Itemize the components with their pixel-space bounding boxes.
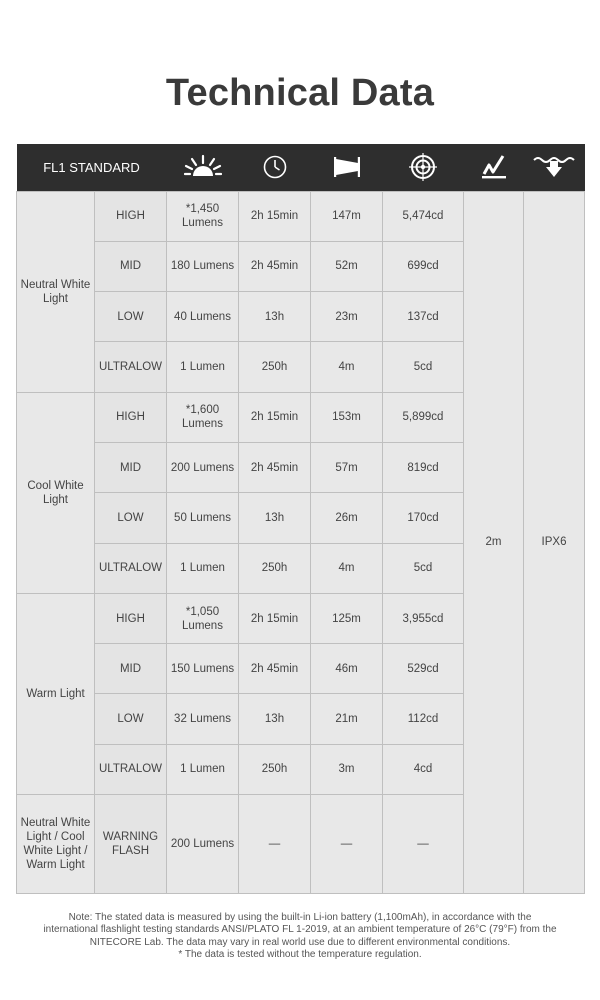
intensity-cell: 112cd: [383, 694, 464, 744]
waterproof-icon: [533, 154, 575, 180]
runtime-cell: 250h: [239, 543, 311, 593]
footnote: [40, 912, 560, 961]
peak-intensity-icon: [409, 153, 437, 181]
output-cell: 150 Lumens: [167, 644, 239, 694]
distance-cell: 125m: [311, 593, 383, 643]
runtime-cell: 250h: [239, 342, 311, 392]
peak-intensity-header: [383, 144, 464, 191]
runtime-icon: [262, 154, 288, 180]
runtime-cell: 13h: [239, 694, 311, 744]
distance-cell: 23m: [311, 292, 383, 342]
intensity-cell: 5,474cd: [383, 191, 464, 241]
temperature-note: * The data is tested without the temperature regulation.: [178, 948, 422, 960]
runtime-cell: 2h 45min: [239, 442, 311, 492]
waterproof-value: IPX6: [524, 191, 585, 894]
technical-data-table: [16, 144, 585, 894]
mode-cell: WARNING FLASH: [95, 795, 167, 894]
mode-cell: ULTRALOW: [95, 543, 167, 593]
runtime-cell: 13h: [239, 292, 311, 342]
measurement-note: Note: The stated data is measured by using the built-in Li-ion battery (1,100mAh), in accordance with the international flashlight testing standards ANSI/PLATO FL 1-2019, at an ambient temperature of 26°C (79°F) from the NITECORE Lab. The data may vary in real world use due to different environmental conditions.: [43, 912, 557, 948]
mode-cell: MID: [95, 442, 167, 492]
output-cell: 200 Lumens: [167, 795, 239, 894]
runtime-cell: 250h: [239, 744, 311, 794]
mode-cell: MID: [95, 241, 167, 291]
light-group-label: Neutral White Light / Cool White Light / Warm Light: [17, 795, 95, 894]
runtime-cell: 2h 15min: [239, 191, 311, 241]
light-group-label: Warm Light: [17, 593, 95, 794]
distance-cell: 153m: [311, 392, 383, 442]
intensity-cell: 4cd: [383, 744, 464, 794]
mode-cell: LOW: [95, 493, 167, 543]
output-cell: 200 Lumens: [167, 442, 239, 492]
distance-cell: 21m: [311, 694, 383, 744]
mode-cell: ULTRALOW: [95, 744, 167, 794]
intensity-cell: 5cd: [383, 543, 464, 593]
output-cell: 1 Lumen: [167, 543, 239, 593]
impact-resistance-value: 2m: [464, 191, 524, 894]
mode-cell: HIGH: [95, 593, 167, 643]
table-header-row: [17, 144, 585, 191]
mode-cell: HIGH: [95, 191, 167, 241]
impact-resistance-icon: [480, 154, 508, 180]
output-cell: 180 Lumens: [167, 241, 239, 291]
runtime-cell: 13h: [239, 493, 311, 543]
distance-cell: 52m: [311, 241, 383, 291]
output-cell: 50 Lumens: [167, 493, 239, 543]
distance-cell: 4m: [311, 543, 383, 593]
distance-cell: 4m: [311, 342, 383, 392]
intensity-cell: 170cd: [383, 493, 464, 543]
runtime-cell: 2h 45min: [239, 644, 311, 694]
output-cell: 1 Lumen: [167, 342, 239, 392]
mode-cell: MID: [95, 644, 167, 694]
intensity-cell: 529cd: [383, 644, 464, 694]
mode-cell: ULTRALOW: [95, 342, 167, 392]
page-title: Technical Data: [165, 72, 435, 114]
output-cell: 40 Lumens: [167, 292, 239, 342]
distance-cell: 46m: [311, 644, 383, 694]
output-cell: *1,600 Lumens: [167, 392, 239, 442]
intensity-cell: 5,899cd: [383, 392, 464, 442]
output-cell: *1,450 Lumens: [167, 191, 239, 241]
distance-cell: 57m: [311, 442, 383, 492]
light-group-label: Cool White Light: [17, 392, 95, 593]
impact-resistance-header: [464, 144, 524, 191]
runtime-cell: —: [239, 795, 311, 894]
waterproof-header: [524, 144, 585, 191]
distance-cell: 26m: [311, 493, 383, 543]
intensity-cell: 819cd: [383, 442, 464, 492]
intensity-cell: —: [383, 795, 464, 894]
intensity-cell: 5cd: [383, 342, 464, 392]
beam-distance-icon: [333, 155, 361, 179]
output-cell: 32 Lumens: [167, 694, 239, 744]
beam-distance-header: [311, 144, 383, 191]
intensity-cell: 137cd: [383, 292, 464, 342]
brightness-icon: [184, 154, 222, 180]
intensity-cell: 3,955cd: [383, 593, 464, 643]
distance-cell: 147m: [311, 191, 383, 241]
brightness-header: [167, 144, 239, 191]
runtime-cell: 2h 15min: [239, 593, 311, 643]
model-header: FL1 STANDARD: [17, 144, 167, 191]
intensity-cell: 699cd: [383, 241, 464, 291]
table-row: [17, 191, 585, 241]
mode-cell: LOW: [95, 694, 167, 744]
runtime-cell: 2h 45min: [239, 241, 311, 291]
distance-cell: —: [311, 795, 383, 894]
output-cell: 1 Lumen: [167, 744, 239, 794]
distance-cell: 3m: [311, 744, 383, 794]
mode-cell: HIGH: [95, 392, 167, 442]
runtime-cell: 2h 15min: [239, 392, 311, 442]
runtime-header: [239, 144, 311, 191]
output-cell: *1,050 Lumens: [167, 593, 239, 643]
light-group-label: Neutral White Light: [17, 191, 95, 392]
mode-cell: LOW: [95, 292, 167, 342]
